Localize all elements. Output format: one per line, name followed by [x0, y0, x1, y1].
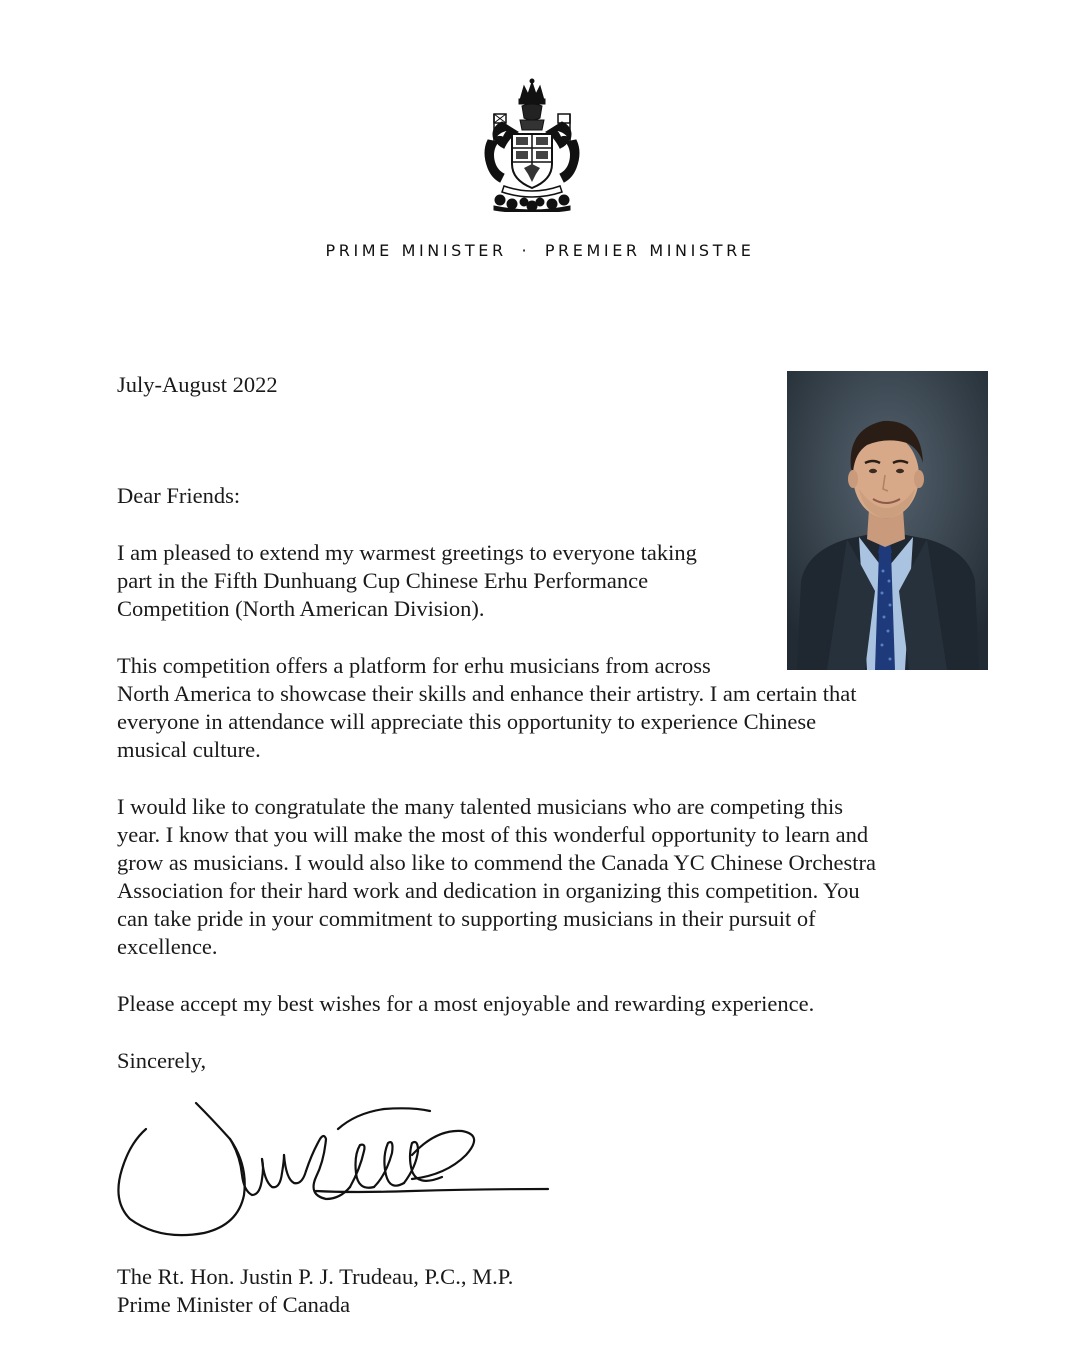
- paragraph-line: This competition offers a platform for erhu musicians from across: [117, 653, 711, 678]
- paragraph-line: part in the Fifth Dunhuang Cup Chinese Erhu Performance: [117, 568, 649, 593]
- letterhead: [0, 241, 1080, 260]
- handwritten-signature-icon: [112, 1095, 557, 1240]
- coat-of-arms-icon: [480, 78, 584, 212]
- paragraph-line: North America to showcase their skills and enhance their artistry. I am certain that: [117, 681, 857, 706]
- paragraph-line: musical culture.: [117, 737, 261, 762]
- paragraph-line: can take pride in your commitment to supporting musicians in their pursuit of: [117, 906, 816, 931]
- letter-date: July-August 2022: [117, 372, 278, 397]
- paragraph-3: [117, 793, 876, 961]
- signatory-title: Prime Minister of Canada: [117, 1292, 351, 1317]
- paragraph-line: Association for their hard work and dedication in organizing this competition. You: [117, 878, 860, 903]
- signatory-name: The Rt. Hon. Justin P. J. Trudeau, P.C., M.P.: [117, 1264, 514, 1289]
- paragraph-line: excellence.: [117, 934, 218, 959]
- letterhead-french: PREMIER MINISTRE: [544, 241, 755, 260]
- paragraph-line: grow as musicians. I would also like to commend the Canada YC Chinese Orchestra: [117, 850, 876, 875]
- portrait-photo: [787, 371, 988, 670]
- paragraph-line: everyone in attendance will appreciate this opportunity to experience Chinese: [117, 709, 817, 734]
- paragraph-line: Competition (North American Division).: [117, 596, 485, 621]
- paragraph-line: year. I know that you will make the most of this wonderful opportunity to learn and: [117, 822, 869, 847]
- letterhead-separator: ·: [521, 241, 531, 260]
- salutation: Dear Friends:: [117, 483, 241, 508]
- closing: Sincerely,: [117, 1048, 207, 1073]
- letterhead-english: PRIME MINISTER: [325, 241, 507, 260]
- portrait-photo-icon: [787, 371, 988, 670]
- paragraph-1: [117, 539, 697, 623]
- paragraph-line: I would like to congratulate the many talented musicians who are competing this: [117, 794, 844, 819]
- paragraph-line: I am pleased to extend my warmest greetings to everyone taking: [117, 540, 697, 565]
- paragraph-4: Please accept my best wishes for a most enjoyable and rewarding experience.: [117, 991, 815, 1016]
- paragraph-2: [117, 652, 857, 764]
